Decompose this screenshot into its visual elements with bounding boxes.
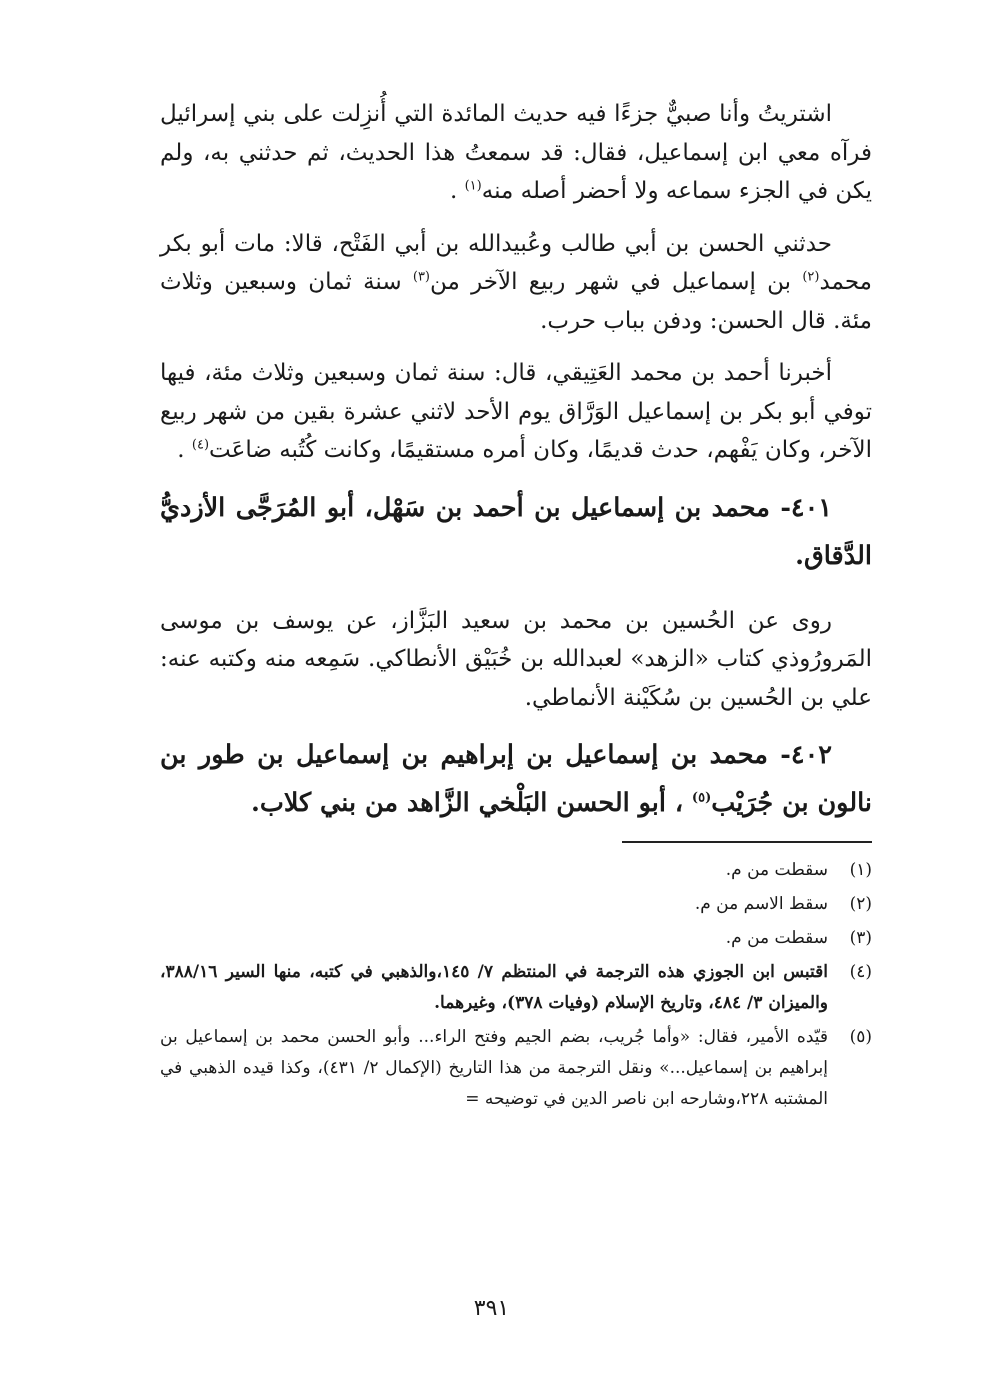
paragraph-3-end: . bbox=[177, 437, 192, 463]
entry-heading-402 bbox=[160, 731, 872, 827]
footnote-text: سقط الاسم من م. bbox=[694, 893, 828, 914]
footnote-text: قيّده الأمير، فقال: «وأما جُريب، بضم الجيم وفتح الراء... وأبو الحسن محمد بن إسماعيل بن إبراهيم بن إسماعيل...» ونقل الترجمة من هذا التاريخ (الإكمال ٢/ ٤٣١)، وكذا قيده الذهبي في المشتبه ٢٢٨،وشارحه ابن ناصر الدين في توضيحه = bbox=[160, 1026, 829, 1109]
paragraph-2-text-b: بن إسماعيل في شهر ربيع الآخر من bbox=[430, 269, 803, 295]
paragraph-2 bbox=[160, 225, 872, 341]
footnote-number: (٥) bbox=[849, 1026, 872, 1047]
paragraph-1-end: . bbox=[449, 178, 465, 204]
paragraph-4: روى عن الحُسين بن محمد بن سعيد البَزَّاز، عن يوسف بن موسى المَرورُوذي كتاب «الزهد» لعبدالله بن خُبَيْق الأنطاكي. سَمِعه منه وكتبه عنه: علي بن الحُسين بن سُكَيْنة الأنماطي. bbox=[160, 607, 872, 711]
footnote-1 bbox=[160, 855, 872, 886]
footnote-ref-4[interactable]: (٤) bbox=[191, 437, 210, 453]
footnote-number: (٢) bbox=[849, 893, 872, 914]
entry-heading-401: ٤٠١- محمد بن إسماعيل بن أحمد بن سَهْل، أبو المُرَجَّى الأزديُّ الدَّقاق. bbox=[160, 492, 872, 571]
footnote-text: اقتبس ابن الجوزي هذه الترجمة في المنتظم ٧/ ١٤٥،والذهبي في كتبه، منها السير ٣٨٨/١٦، والميزان ٣/ ٤٨٤، وتاريخ الإسلام (وفيات ٣٧٨)، وغيرهما. bbox=[160, 961, 828, 1013]
paragraph-1-text: اشتريتُ وأنا صبيٌّ جزءًا فيه حديث المائدة التي أُنزِلت على بني إسرائيل فرآه معي ابن إسماعيل، فقال: قد سمعتُ هذا الحديث، ثم حدثني به، ولم يكن في الجزء سماعه ولا أحضر أصله منه bbox=[160, 101, 872, 204]
paragraph-2-text-a: حدثني الحسن بن أبي طالب وعُبيدالله بن أبي الفَتْح، قالا: مات أبو بكر محمد bbox=[160, 230, 872, 295]
paragraph-1 bbox=[160, 95, 872, 211]
footnote-text: سقطت من م. bbox=[725, 859, 828, 880]
entry-heading-402-text-b: ، أبو الحسن البَلْخي الزَّاهد من بني كلاب. bbox=[250, 788, 692, 818]
paragraph-2-text-c: سنة ثمان وسبعين وثلاث مئة. قال الحسن: ودفن بباب حرب. bbox=[160, 269, 872, 334]
footnote-separator bbox=[622, 841, 872, 843]
footnote-number: (١) bbox=[849, 859, 872, 880]
footnotes bbox=[160, 855, 872, 1115]
footnote-number: (٤) bbox=[849, 961, 872, 982]
entry-heading-402-text-a: ٤٠٢- محمد بن إسماعيل بن إبراهيم بن إسماعيل بن طور بن نالون بن جُرَيْب bbox=[160, 740, 872, 818]
paragraph-3-text: أخبرنا أحمد بن محمد العَتِيقي، قال: سنة ثمان وسبعين وثلاث مئة، فيها توفي أبو بكر بن إسماعيل الوَرَّاق يوم الأحد لاثني عشرة بقين من شهر ربيع الآخر، وكان يَفْهم، حدث قديمًا، وكان أمره مستقيمًا، وكانت كُتُبه ضاعَت bbox=[160, 360, 872, 463]
footnote-2 bbox=[160, 889, 872, 920]
footnote-5 bbox=[160, 1022, 872, 1115]
footnote-3 bbox=[160, 923, 872, 954]
footnote-ref-1[interactable]: (١) bbox=[464, 178, 482, 194]
footnote-text: سقطت من م. bbox=[725, 927, 828, 948]
footnote-4 bbox=[160, 957, 872, 1019]
footnote-ref-2[interactable]: (٢) bbox=[802, 269, 820, 285]
footnote-ref-5[interactable]: (٥) bbox=[691, 790, 712, 806]
footnote-number: (٣) bbox=[849, 927, 872, 948]
footnote-ref-3[interactable]: (٣) bbox=[412, 269, 430, 285]
page-number: ٣٩١ bbox=[473, 1296, 510, 1321]
paragraph-3 bbox=[160, 354, 872, 470]
page-content bbox=[160, 95, 872, 1118]
